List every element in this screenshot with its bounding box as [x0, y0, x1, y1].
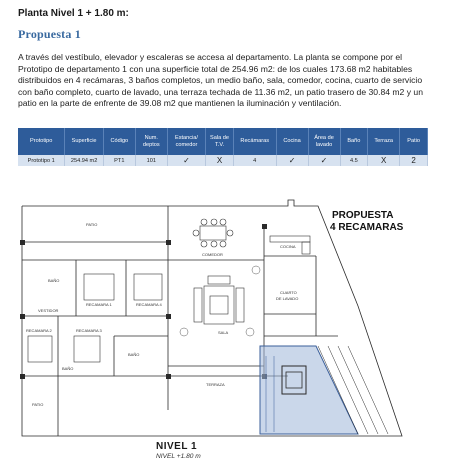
header-patio: Patio [400, 128, 428, 155]
floor-plan [18, 196, 432, 442]
circulation-highlight [260, 346, 358, 434]
cell-prototipo: Prototipo 1 [18, 155, 65, 166]
proposal-subtitle: 4 RECAMARAS [330, 222, 404, 233]
room-terraza: TERRAZA [206, 382, 225, 387]
cell-patio: 2 [400, 155, 428, 166]
cell-codigo: PT1 [103, 155, 135, 166]
header-codigo: Código [103, 128, 135, 155]
room-bano-2: BAÑO [128, 352, 140, 357]
room-cuarto-lavado-b: DE LAVADO [276, 296, 299, 301]
header-terraza: Terraza [368, 128, 400, 155]
room-comedor: COMEDOR [202, 252, 223, 257]
header-bano: Baño [340, 128, 368, 155]
header-prototipo: Prototipo [18, 128, 65, 155]
header-superficie: Superficie [65, 128, 103, 155]
room-sala: SALA [218, 330, 229, 335]
header-area-lavado: Área de lavado [308, 128, 340, 155]
room-recamara-2: RECAMARA 2 [26, 328, 52, 333]
room-recamara-1: RECAMARA 1 [86, 302, 112, 307]
header-estancia: Estancia/ comedor [167, 128, 205, 155]
header-cocina: Cocina [276, 128, 308, 155]
room-bano-3: BAÑO [62, 366, 74, 371]
description-paragraph: A través del vestíbulo, elevador y escaleras se accesa al departamento. La planta se compone por el Prototipo de departamento 1 con una superficie total de 254.96 m2: de los cuales 173.68 m2 habitables distribuidos en 4 recámaras, 3 baños completos, un medio baño, sala, comedor, cocina, cuarto de servicio con baño completo, cuarto de lavado, una terraza techada de 11.36 m2, un patio trasero de 30.84 m2 y un patio en la parte de enfrente de 39.08 m2 que mantienen la iluminación y ventilación. [18, 52, 423, 109]
bed-2 [28, 336, 52, 362]
specs-data-row [18, 155, 428, 166]
cell-area-lavado: ✓ [308, 155, 340, 166]
room-cuarto-lavado-a: CUARTO [280, 290, 297, 295]
specs-table [18, 128, 428, 166]
room-vestidor: VESTIDOR [38, 308, 59, 313]
section-title: Propuesta 1 [18, 27, 81, 41]
room-recamara-4: RECAMARA 4 [136, 302, 162, 307]
header-sala-tv: Sala de T.V. [206, 128, 234, 155]
cell-recamaras: 4 [233, 155, 276, 166]
living-set [194, 276, 244, 324]
level-subtitle: NIVEL +1.80 m [156, 453, 201, 460]
bed-3 [74, 336, 100, 362]
room-patio-top: PATIO [86, 222, 98, 227]
plants [180, 266, 260, 336]
bed-4 [134, 274, 162, 300]
cell-num-deptos: 101 [135, 155, 167, 166]
cell-bano: 4.5 [340, 155, 368, 166]
proposal-title: PROPUESTA [332, 210, 394, 221]
cell-sala-tv: X [206, 155, 234, 166]
room-bano-1: BAÑO [48, 278, 60, 283]
outer-wall [22, 200, 402, 436]
room-cocina: COCINA [280, 244, 296, 249]
cell-terraza: X [368, 155, 400, 166]
cell-estancia: ✓ [167, 155, 205, 166]
room-recamara-3: RECAMARA 3 [76, 328, 102, 333]
dining-table [193, 219, 233, 247]
cell-superficie: 254.94 m2 [65, 155, 103, 166]
cell-cocina: ✓ [276, 155, 308, 166]
header-recamaras: Recámaras [233, 128, 276, 155]
page-heading: Planta Nivel 1 + 1.80 m: [18, 8, 129, 19]
level-title: NIVEL 1 [156, 441, 198, 452]
specs-header-row [18, 128, 428, 155]
bed-1 [84, 274, 114, 300]
room-patio-left: PATIO [32, 402, 44, 407]
header-num-deptos: Num. deptos [135, 128, 167, 155]
